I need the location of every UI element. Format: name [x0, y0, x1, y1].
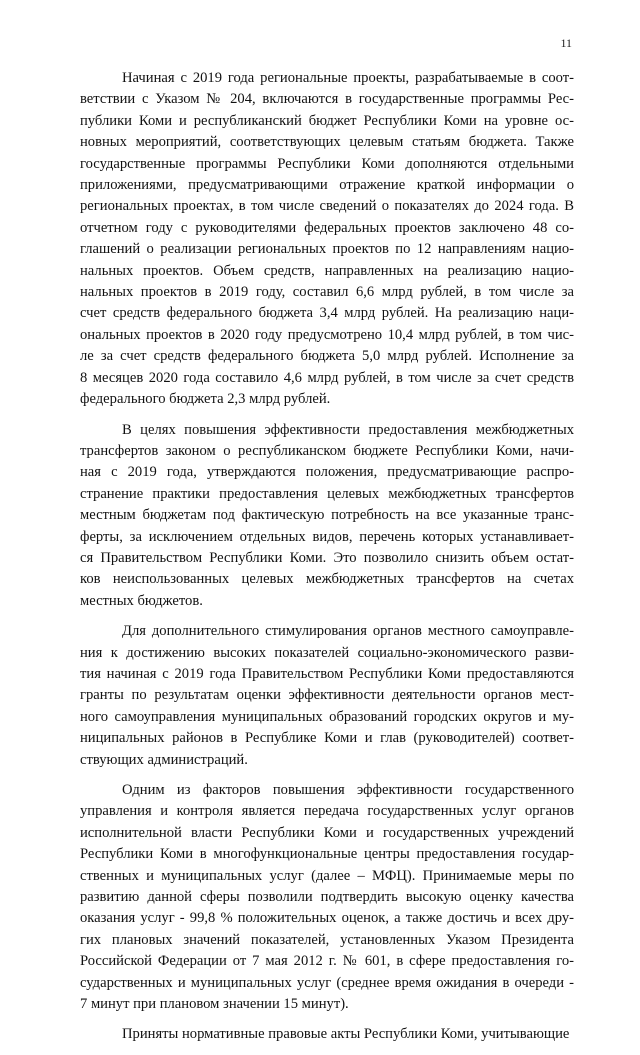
paragraph: [80, 420, 574, 613]
text-line: тия начиная с 2019 года Правительством Республики Коми предоставляются: [80, 665, 574, 682]
text-line: Начиная с 2019 года региональные проекты, разрабатываемые в соот-: [122, 70, 574, 86]
text-line: государственные программы Республики Коми дополняются отдельными: [80, 155, 574, 172]
text-line: ональных проектов в 2020 году предусмотрено 10,4 млрд рублей, в том чис-: [80, 326, 574, 343]
text-line: Приняты нормативные правовые акты Республики Коми, учитывающие: [122, 1026, 570, 1043]
text-line: сударственных и муниципальных услуг (среднее время ожидания в очереди -: [80, 974, 574, 991]
text-line: приложениями, предусматривающими отражение краткой информации о: [80, 177, 574, 194]
text-line: ветствии с Указом № 204, включаются в государственные программы Рес-: [80, 91, 574, 108]
text-line: развитию данной сферы позволили подтвердить высокую оценку качества: [80, 889, 574, 906]
paragraph: [80, 1024, 574, 1045]
text-line: ния к достижению высоких показателей социально-экономического разви-: [80, 644, 574, 661]
text-line: отчетном году с руководителями федеральных проектов заключено 48 со-: [80, 219, 574, 236]
text-line: Для дополнительного стимулирования органов местного самоуправле-: [122, 623, 574, 640]
text-line: ферты, за исключением отдельных видов, перечень которых устанавливает-: [80, 528, 574, 545]
text-line: Республики Коми в многофункциональные центры предоставления государ-: [80, 846, 574, 863]
text-line: Российской Федерации от 7 мая 2012 г. № 601, в сфере предоставления го-: [80, 953, 574, 970]
text-line: оказания услуг - 99,8 % положительных оценок, а также достичь и всех дру-: [80, 910, 574, 927]
text-line: трансфертов законом о республиканском бюджете Республики Коми, начи-: [80, 442, 574, 459]
text-line: 8 месяцев 2020 года составило 4,6 млрд рублей, в том числе за счет средств: [80, 369, 574, 386]
text-line: ниципальных районов в Республике Коми и глав (руководителей) соответ-: [80, 730, 574, 747]
text-line: ного самоуправления муниципальных образований городских округов и му-: [80, 708, 574, 725]
paragraph: [80, 621, 574, 771]
text-line: Одним из факторов повышения эффективности государственного: [122, 782, 574, 798]
text-line: ков неиспользованных целевых межбюджетных трансфертов на счетах: [80, 571, 574, 588]
text-line: гранты по результатам оценки эффективности деятельности органов мест-: [80, 687, 574, 704]
text-line: нальных проектов. Объем средств, направленных на реализацию нацио-: [80, 262, 574, 279]
text-line: ная с 2019 года, утверждаются положения, предусматривающие распро-: [80, 464, 574, 481]
document-body: [80, 68, 574, 1055]
text-line: местным бюджетам под фактическую потребность на все указанные транс-: [80, 507, 574, 524]
text-line: местных бюджетов.: [80, 592, 203, 609]
text-line: публики Коми и республиканский бюджет Республики Коми на уровне ос-: [80, 112, 574, 129]
text-line: странение практики предоставления целевых межбюджетных трансфертов: [80, 485, 574, 502]
text-line: В целях повышения эффективности предоставления межбюджетных: [122, 421, 574, 438]
text-line: 7 минут при плановом значении 15 минут).: [80, 996, 349, 1013]
text-line: управления и контроля является передача государственных услуг органов: [80, 803, 574, 820]
paragraph: [80, 68, 574, 411]
text-line: ле за счет средств федерального бюджета 5,0 млрд рублей. Исполнение за: [80, 348, 574, 365]
text-line: ствующих администраций.: [80, 751, 248, 768]
text-line: ственных и муниципальных услуг (далее – МФЦ). Принимаемые меры по: [80, 867, 574, 884]
text-line: глашений о реализации региональных проектов по 12 направлениям нацио-: [80, 241, 574, 258]
paragraph: [80, 780, 574, 1015]
text-line: региональных проектах, в том числе сведений о показателях до 2024 года. В: [80, 198, 574, 215]
text-line: нальных проектов в 2019 году, составил 6,6 млрд рублей, в том числе за: [80, 284, 574, 301]
page-number: 11: [560, 36, 572, 50]
text-line: счет средств федерального бюджета 3,4 млрд рублей. На реализацию наци-: [80, 305, 574, 322]
text-line: ся Правительством Республики Коми. Это позволило снизить объем остат-: [80, 549, 574, 566]
text-line: исполнительной власти Республики Коми и государственных учреждений: [80, 824, 574, 841]
text-line: федерального бюджета 2,3 млрд рублей.: [80, 391, 331, 408]
text-line: новных мероприятий, соответствующих целевым статьям бюджета. Также: [80, 134, 574, 151]
text-line: гих плановых значений показателей, установленных Указом Президента: [80, 931, 574, 948]
